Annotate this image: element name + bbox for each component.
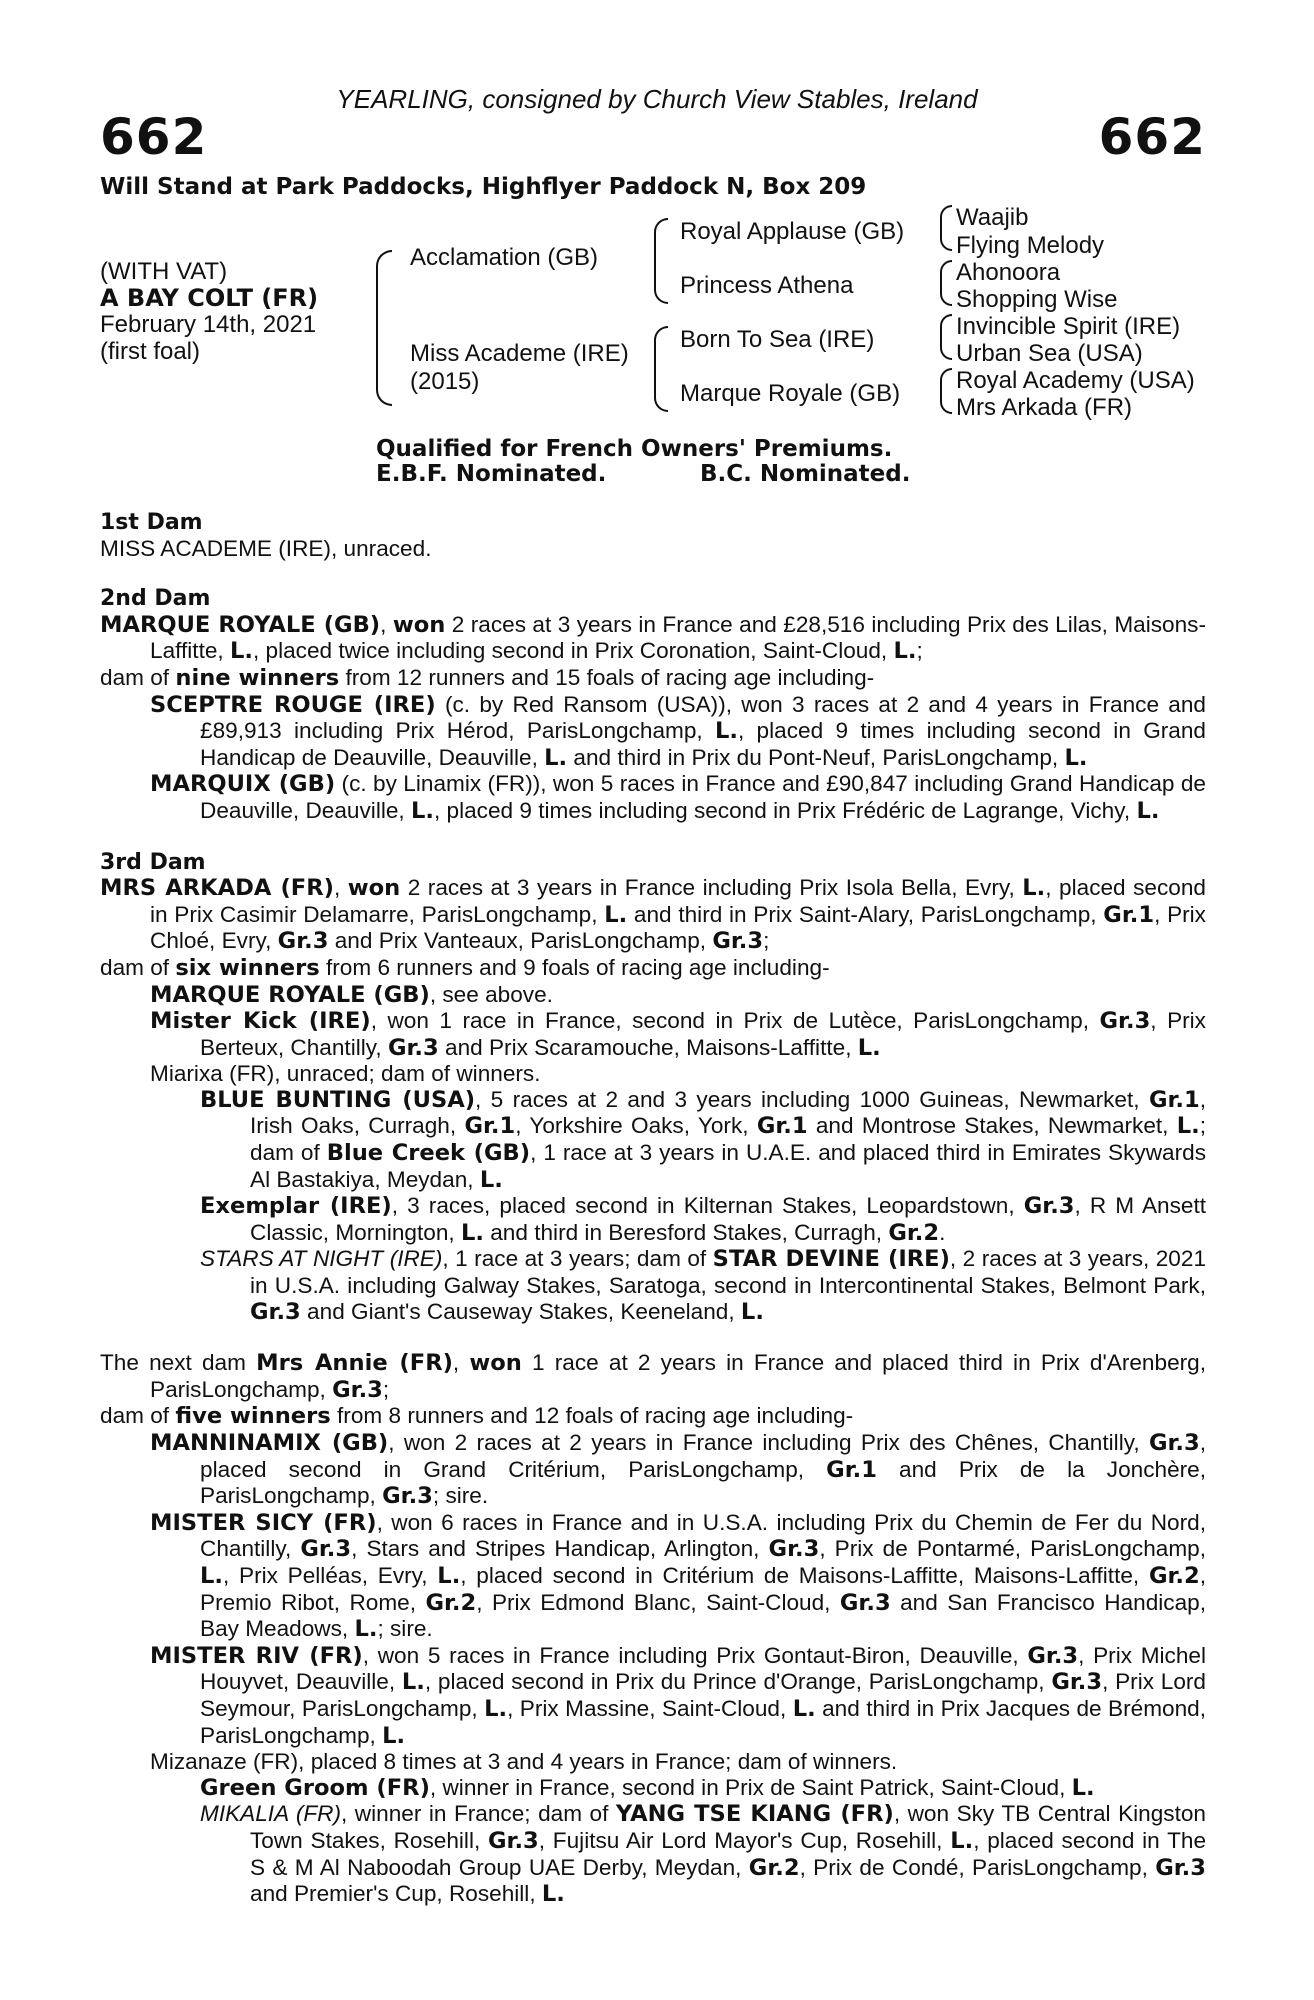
progeny-entry: MISTER SICY (FR), won 6 races in France and in U.S.A. including Prix du Chemin de Fer du Nord, Chantilly, Gr.3, Stars and Stripes Handicap, Arlington, Gr.3, Prix de Pontarmé, ParisLongchamp, L., Prix Pelléas, Evry, L., placed second in Critérium de Maisons-Laffitte, Maisons-Laffitte, Gr.2, Premio Ribot, Rome, Gr.2, Prix Edmond Blanc, Saint-Cloud, Gr.3 and San Francisco Handicap, Bay Meadows, L.; sire.: [150, 1509, 1206, 1643]
pedigree-ss-dam: Flying Melody: [956, 232, 1105, 259]
pedigree-brace-dd: [940, 368, 952, 414]
pedigree-ds-sire: Invincible Spirit (IRE): [956, 313, 1181, 340]
lot-number-right: 662: [1098, 108, 1206, 166]
progeny-entry: MARQUIX (GB) (c. by Linamix (FR)), won 5 races in France and £90,847 including Grand Handicap de Deauville, Deauville, L., placed 9 times including second in Prix Frédéric de Lagrange, Vichy, L.: [150, 771, 1207, 824]
bc-note: B.C. Nominated.: [700, 461, 911, 487]
pedigree-dam: Miss Academe (IRE): [410, 340, 629, 367]
vat-note: (WITH VAT): [100, 258, 228, 285]
progeny-entry: Green Groom (FR), winner in France, second in Prix de Saint Patrick, Saint-Cloud, L.: [200, 1774, 1095, 1801]
stand-location: Will Stand at Park Paddocks, Highflyer Paddock N, Box 209: [100, 174, 867, 200]
progeny-entry: Miarixa (FR), unraced; dam of winners.: [150, 1061, 541, 1087]
ebf-note: E.B.F. Nominated.: [376, 461, 607, 487]
pedigree-sd-dam: Shopping Wise: [956, 286, 1118, 313]
pedigree-sire-sire: Royal Applause (GB): [680, 218, 905, 245]
pedigree-dd-sire: Royal Academy (USA): [956, 367, 1195, 394]
progeny-entry: Exemplar (IRE), 3 races, placed second in Kilternan Stakes, Leopardstown, Gr.3, R M Ansett Classic, Mornington, L. and third in Beresford Stakes, Curragh, Gr.2.: [200, 1193, 1207, 1246]
family-text: [100, 510, 1206, 1908]
third-dam-produce: dam of six winners from 6 runners and 9 foals of racing age including-: [100, 954, 830, 981]
horse-dob: February 14th, 2021: [100, 311, 317, 338]
pedigree-dam-dam: Marque Royale (GB): [680, 380, 901, 407]
pedigree-dam-year: (2015): [410, 368, 480, 395]
pedigree-ds-dam: Urban Sea (USA): [956, 340, 1143, 367]
pedigree-brace-sd: [940, 260, 952, 306]
progeny-entry: MARQUE ROYALE (GB), see above.: [150, 981, 553, 1008]
first-dam-text: MISS ACADEME (IRE), unraced.: [100, 535, 432, 561]
pedigree-brace-sire: [654, 218, 668, 304]
pedigree-ss-sire: Waajib: [956, 204, 1029, 231]
qualification-note: Qualified for French Owners' Premiums.: [376, 436, 893, 462]
progeny-entry: MIKALIA (FR), winner in France; dam of YANG TSE KIANG (FR), won Sky TB Central Kingston Town Stakes, Rosehill, Gr.3, Fujitsu Air Lord Mayor's Cup, Rosehill, L., placed second in The S & M Al Naboodah Group UAE Derby, Meydan, Gr.2, Prix de Condé, ParisLongchamp, Gr.3 and Premier's Cup, Rosehill, L.: [200, 1801, 1207, 1908]
consignment-line: YEARLING, consigned by Church View Stables, Ireland: [336, 84, 978, 114]
horse-foal-note: (first foal): [100, 338, 201, 365]
next-dam-entry: The next dam Mrs Annie (FR), won 1 race at 2 years in France and placed third in Prix d'Arenberg, ParisLongchamp, Gr.3;: [100, 1350, 1206, 1403]
second-dam-produce: dam of nine winners from 12 runners and 15 foals of racing age including-: [100, 664, 875, 691]
pedigree-brace-ss: [940, 205, 952, 251]
third-dam-entry: MRS ARKADA (FR), won 2 races at 3 years in France including Prix Isola Bella, Evry, L., placed second in Prix Casimir Delamarre, ParisLongchamp, L. and third in Prix Saint-Alary, ParisLongchamp, Gr.1, Prix Chloé, Evry, Gr.3 and Prix Vanteaux, ParisLongchamp, Gr.3;: [100, 875, 1206, 955]
progeny-entry: SCEPTRE ROUGE (IRE) (c. by Red Ransom (USA)), won 3 races at 2 and 4 years in France and £89,913 including Prix Hérod, ParisLongchamp, L., placed 9 times including second in Grand Handicap de Deauville, Deauville, L. and third in Prix du Pont-Neuf, ParisLongchamp, L.: [150, 691, 1206, 771]
progeny-entry: MANNINAMIX (GB), won 2 races at 2 years in France including Prix des Chênes, Chantilly, Gr.3, placed second in Grand Critérium, ParisLongchamp, Gr.1 and Prix de la Jonchère, ParisLongchamp, Gr.3; sire.: [150, 1430, 1207, 1510]
pedigree-dd-dam: Mrs Arkada (FR): [956, 394, 1133, 421]
pedigree-brace-main: [376, 250, 392, 406]
progeny-entry: MISTER RIV (FR), won 5 races in France including Prix Gontaut-Biron, Deauville, Gr.3, Prix Michel Houyvet, Deauville, L., placed second in Prix du Prince d'Orange, ParisLongchamp, Gr.3, Prix Lord Seymour, ParisLongchamp, L., Prix Massine, Saint-Cloud, L. and third in Prix Jacques de Brémond, ParisLongchamp, L.: [150, 1642, 1206, 1749]
next-dam-produce: dam of five winners from 8 runners and 12 foals of racing age including-: [100, 1403, 854, 1430]
third-dam-heading: 3rd Dam: [100, 849, 206, 875]
progeny-entry: BLUE BUNTING (USA), 5 races at 2 and 3 years including 1000 Guineas, Newmarket, Gr.1, Irish Oaks, Curragh, Gr.1, Yorkshire Oaks, York, Gr.1 and Montrose Stakes, Newmarket, L.; dam of Blue Creek (GB), 1 race at 3 years in U.A.E. and placed third in Emirates Skywards Al Bastakiya, Meydan, L.: [200, 1086, 1206, 1193]
pedigree-sire-dam: Princess Athena: [680, 272, 854, 299]
pedigree-sire: Acclamation (GB): [410, 244, 599, 271]
progeny-entry: Mister Kick (IRE), won 1 race in France, second in Prix de Lutèce, ParisLongchamp, Gr.3, Prix Berteux, Chantilly, Gr.3 and Prix Scaramouche, Maisons-Laffitte, L.: [150, 1008, 1206, 1061]
first-dam-heading: 1st Dam: [100, 510, 203, 535]
pedigree-sd-sire: Ahonoora: [956, 259, 1061, 286]
progeny-entry: Mizanaze (FR), placed 8 times at 3 and 4 years in France; dam of winners.: [150, 1749, 898, 1775]
lot-number-left: 662: [100, 108, 208, 166]
horse-name: A BAY COLT (FR): [100, 284, 319, 312]
pedigree-dam-sire: Born To Sea (IRE): [680, 326, 875, 353]
second-dam-entry: MARQUE ROYALE (GB), won 2 races at 3 years in France and £28,516 including Prix des Lilas, Maisons-Laffitte, L., placed twice including second in Prix Coronation, Saint-Cloud, L.;: [100, 611, 1206, 665]
pedigree-brace-ds: [940, 314, 952, 360]
progeny-entry: STARS AT NIGHT (IRE), 1 race at 3 years; dam of STAR DEVINE (IRE), 2 races at 3 years, 2021 in U.S.A. including Galway Stakes, Saratoga, second in Intercontinental Stakes, Belmont Park, Gr.3 and Giant's Causeway Stakes, Keeneland, L.: [200, 1246, 1207, 1325]
pedigree-brace-dam: [654, 326, 668, 412]
second-dam-heading: 2nd Dam: [100, 586, 211, 612]
